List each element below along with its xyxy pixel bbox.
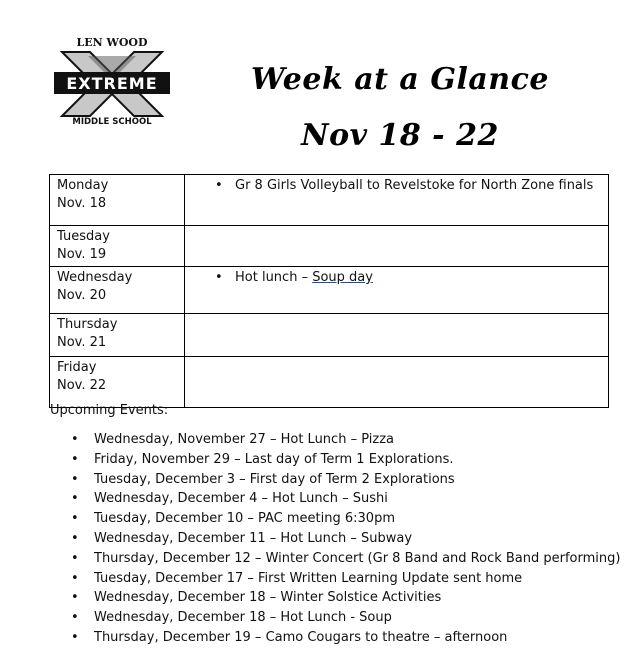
event-text: Hot lunch – xyxy=(235,270,313,285)
logo-middle-text: EXTREME xyxy=(66,74,158,93)
bullet-icon: • xyxy=(71,610,79,626)
list-item xyxy=(50,450,620,470)
event-text: Gr 8 Girls Volleyball to Revelstoke for North Zone finals xyxy=(235,178,594,193)
week-table xyxy=(49,174,609,408)
page-title: Week at a Glance xyxy=(251,62,549,97)
events-cell xyxy=(185,175,609,226)
list-item xyxy=(50,628,620,648)
list-item xyxy=(50,470,620,490)
events-cell xyxy=(185,226,609,267)
table-row xyxy=(50,357,609,408)
bullet-icon: • xyxy=(71,491,79,507)
day-name: Monday xyxy=(57,178,109,193)
list-item-text: Wednesday, December 4 – Hot Lunch – Sushi xyxy=(94,491,388,507)
upcoming-events-heading: Upcoming Events: xyxy=(50,403,169,418)
list-item-text: Wednesday, December 11 – Hot Lunch – Subway xyxy=(94,530,413,546)
events-cell xyxy=(185,314,609,357)
list-item-text: Tuesday, December 10 – PAC meeting 6:30pm xyxy=(94,511,395,527)
logo-top-text: LEN WOOD xyxy=(76,36,148,49)
page-subtitle-dates: Nov 18 - 22 xyxy=(301,118,499,153)
bullet-icon: • xyxy=(71,570,79,586)
upcoming-events-list xyxy=(50,430,620,648)
day-name: Thursday xyxy=(57,317,118,332)
day-date: Nov. 22 xyxy=(57,378,107,393)
list-item-text: Thursday, December 19 – Camo Cougars to theatre – afternoon xyxy=(94,629,508,645)
day-cell xyxy=(50,175,185,226)
list-item xyxy=(50,489,620,509)
list-item-text: Tuesday, December 3 – First day of Term 2 Explorations xyxy=(94,471,455,487)
table-row xyxy=(50,175,609,226)
day-date: Nov. 19 xyxy=(57,247,107,262)
events-cell xyxy=(185,267,609,314)
day-date: Nov. 21 xyxy=(57,335,107,350)
bullet-icon: • xyxy=(215,270,223,285)
day-date: Nov. 20 xyxy=(57,288,107,303)
list-item xyxy=(50,588,620,608)
day-cell xyxy=(50,314,185,357)
list-item-text: Wednesday, November 27 – Hot Lunch – Pizza xyxy=(94,432,394,447)
bullet-icon: • xyxy=(71,550,79,566)
list-item xyxy=(50,509,620,529)
table-row xyxy=(50,267,609,314)
bullet-icon: • xyxy=(71,432,79,447)
bullet-icon: • xyxy=(71,471,79,487)
list-item xyxy=(50,549,620,569)
table-row xyxy=(50,314,609,357)
table-row xyxy=(50,226,609,267)
list-item-text: Wednesday, December 18 – Winter Solstice Activities xyxy=(94,590,442,606)
day-cell xyxy=(50,226,185,267)
event-item xyxy=(185,177,601,195)
logo-bottom-text: MIDDLE SCHOOL xyxy=(72,117,152,126)
bullet-icon: • xyxy=(71,590,79,606)
bullet-icon: • xyxy=(215,178,223,193)
day-cell xyxy=(50,267,185,314)
list-item xyxy=(50,608,620,628)
list-item xyxy=(50,430,620,450)
day-name: Friday xyxy=(57,360,97,375)
list-item xyxy=(50,529,620,549)
bullet-icon: • xyxy=(71,530,79,546)
soup-day-link[interactable]: Soup day xyxy=(312,270,373,285)
list-item-text: Tuesday, December 17 – First Written Learning Update sent home xyxy=(94,570,523,586)
list-item xyxy=(50,569,620,589)
list-item-text: Friday, November 29 – Last day of Term 1 Explorations. xyxy=(94,451,454,467)
day-name: Wednesday xyxy=(57,270,133,285)
event-item xyxy=(185,269,601,287)
day-date: Nov. 18 xyxy=(57,196,107,211)
list-item-text: Thursday, December 12 – Winter Concert (Gr 8 Band and Rock Band performing) xyxy=(94,550,621,566)
list-item-text: Wednesday, December 18 – Hot Lunch - Soup xyxy=(94,610,392,626)
bullet-icon: • xyxy=(71,451,79,467)
events-cell xyxy=(185,357,609,408)
bullet-icon: • xyxy=(71,511,79,527)
school-logo xyxy=(52,34,172,126)
bullet-icon: • xyxy=(71,629,79,645)
day-name: Tuesday xyxy=(57,229,110,244)
day-cell xyxy=(50,357,185,408)
